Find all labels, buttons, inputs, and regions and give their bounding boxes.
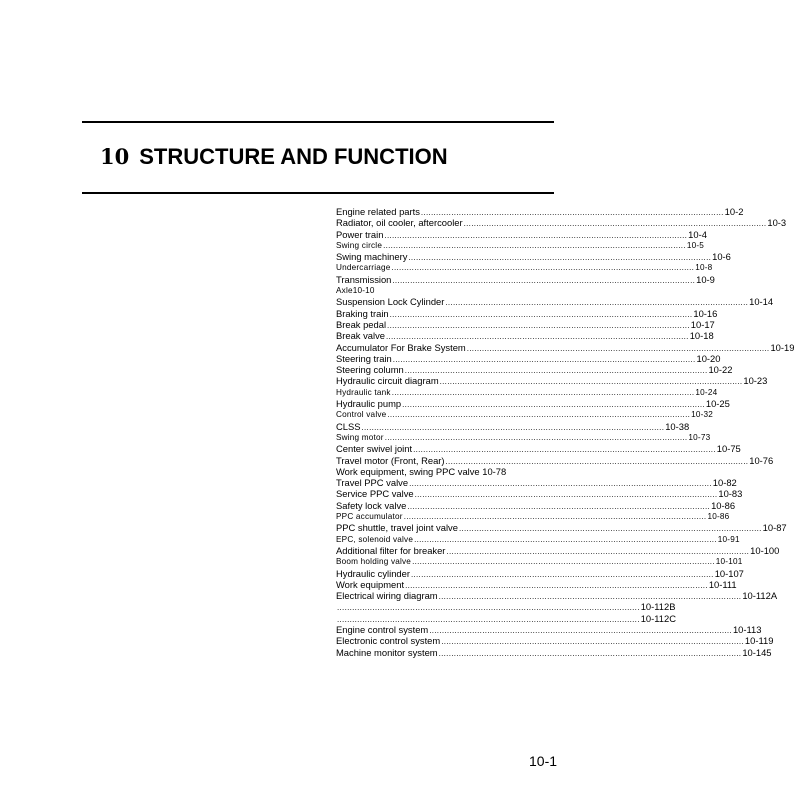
toc-entry xyxy=(336,646,772,658)
toc-entry-page: 10-83 xyxy=(718,488,743,500)
toc-dot-leader: ........................................................................................................................ xyxy=(445,456,749,466)
toc-dot-leader: ........................................................................................................................ xyxy=(438,592,742,602)
toc-entry-page: 10-18 xyxy=(689,330,714,342)
toc-entry-title: Suspension Lock Cylinder xyxy=(336,296,445,308)
toc-entry-title: Hydraulic circuit diagram xyxy=(336,375,439,387)
toc-dot-leader: ........................................................................................................................ xyxy=(441,637,744,647)
toc-entry-title: Radiator, oil cooler, aftercooler xyxy=(336,217,463,229)
toc-entry-page: 10-112A xyxy=(742,590,778,602)
toc-entry-page: 10-22 xyxy=(708,364,733,376)
toc-dot-leader: ........................................................................................................................ xyxy=(387,410,691,420)
toc-entry-page: 10-112B xyxy=(640,601,676,613)
toc-entry xyxy=(336,601,676,613)
toc-dot-leader: ........................................................................................................................ xyxy=(445,298,749,308)
toc-dot-leader: ........................................................................................................................ xyxy=(414,490,718,500)
toc-entry xyxy=(336,307,718,319)
toc-entry xyxy=(336,420,690,432)
toc-dot-leader: ........................................................................................................................ xyxy=(466,343,770,353)
toc-dot-leader: ........................................................................................................................ xyxy=(392,275,696,285)
toc-entry xyxy=(336,432,711,443)
toc-dot-leader: ........................................................................................................................ xyxy=(429,625,732,635)
toc-entry xyxy=(336,206,744,217)
toc-entry xyxy=(336,454,774,466)
toc-entry-page: 10-101 xyxy=(715,557,743,567)
toc-entry-page: 10-86 xyxy=(707,512,730,522)
toc-entry xyxy=(336,556,743,567)
toc-dot-leader: ........................................................................................................................ xyxy=(387,320,690,330)
toc-dot-leader: ........................................................................................................................ xyxy=(402,400,705,410)
toc-entry xyxy=(336,635,774,647)
toc-entry-title: Travel motor (Front, Rear) xyxy=(336,454,445,466)
toc-entry-page: 10-9 xyxy=(696,273,715,285)
toc-entry-page: 10-111 xyxy=(708,578,737,590)
toc-entry-page: 10-100 xyxy=(750,544,780,556)
toc-entry-title: Work equipment, swing PPC valve 10-78 xyxy=(336,465,507,477)
toc-entry-page: 10-107 xyxy=(714,567,744,579)
toc-dot-leader: ........................................................................................................................ xyxy=(438,648,742,658)
toc-dot-leader: ........................................................................................................................ xyxy=(412,557,715,567)
toc-entry-title: Break valve xyxy=(336,330,385,342)
toc-entry-page: 10-17 xyxy=(690,318,715,330)
toc-entry xyxy=(336,466,567,477)
toc-entry xyxy=(336,352,721,364)
toc-entry-page: 10-8 xyxy=(695,263,713,273)
toc-entry-page: 10-32 xyxy=(691,410,714,420)
toc-entry-title: Boom holding valve xyxy=(336,557,412,567)
toc-entry xyxy=(336,251,731,263)
toc-entry xyxy=(336,511,730,522)
toc-entry xyxy=(336,341,794,353)
top-rule xyxy=(82,121,554,123)
toc-entry-page: 10-145 xyxy=(742,646,772,658)
toc-entry-title: Hydraulic tank xyxy=(336,387,391,397)
toc-dot-leader: ........................................................................................................................ xyxy=(403,512,707,522)
toc-entry xyxy=(336,285,567,296)
toc-entry-title: Engine related parts xyxy=(336,206,420,217)
toc-entry-page: 10-82 xyxy=(712,477,737,489)
toc-entry-title: EPC, solenoid valve xyxy=(336,534,414,544)
toc-entry-page: 10-75 xyxy=(716,443,741,455)
toc-entry xyxy=(336,567,744,579)
toc-entry-page: 10-5 xyxy=(686,240,704,250)
toc-entry-page: 10-19 xyxy=(770,341,794,353)
toc-dot-leader: ........................................................................................................................ xyxy=(439,377,743,387)
toc-entry xyxy=(336,590,778,602)
toc-entry-page: 10-14 xyxy=(749,296,774,308)
toc-entry-title: Swing motor xyxy=(336,432,384,442)
toc-entry xyxy=(336,443,741,455)
toc-entry xyxy=(336,217,787,229)
chapter-title: STRUCTURE AND FUNCTION xyxy=(139,144,448,169)
toc-entry xyxy=(336,522,787,534)
toc-dot-leader: ........................................................................................................................ xyxy=(383,240,686,250)
toc-entry-title: Transmission xyxy=(336,273,392,285)
bottom-rule xyxy=(82,192,554,194)
toc-entry xyxy=(336,387,718,398)
toc-entry-title: Swing machinery xyxy=(336,251,408,263)
toc-entry-page: 10-25 xyxy=(705,398,730,410)
toc-dot-leader: ........................................................................................................................ xyxy=(446,546,750,556)
toc-dot-leader: ........................................................................................................................ xyxy=(413,445,716,455)
table-of-contents xyxy=(336,206,794,658)
toc-dot-leader: ........................................................................................................................ xyxy=(405,580,708,590)
toc-dot-leader: ........................................................................................................................ xyxy=(361,422,665,432)
toc-entry xyxy=(336,623,762,635)
toc-entry xyxy=(336,240,704,251)
toc-entry-title: Additional filter for breaker xyxy=(336,544,446,556)
toc-entry-page: 10-87 xyxy=(762,522,787,534)
toc-entry-page: 10-6 xyxy=(712,251,731,263)
toc-entry xyxy=(336,612,676,624)
page-number: 10-1 xyxy=(529,753,558,769)
toc-entry-page: 10-76 xyxy=(749,454,774,466)
toc-entry-title: Center swivel joint xyxy=(336,443,413,455)
toc-entry-page: 10-24 xyxy=(695,387,718,397)
toc-dot-leader: ........................................................................................................................ xyxy=(409,479,712,489)
toc-entry-page: 10-20 xyxy=(696,352,721,364)
toc-entry-page: 10-38 xyxy=(665,420,690,432)
toc-dot-leader: ........................................................................................................................ xyxy=(385,332,689,342)
toc-entry xyxy=(336,477,737,489)
toc-entry-title: Electrical wiring diagram xyxy=(336,590,438,602)
toc-entry-title: Axle10-10 xyxy=(336,286,375,296)
toc-entry-title: Swing circle xyxy=(336,240,383,250)
toc-entry xyxy=(336,499,736,511)
toc-entry xyxy=(336,534,740,545)
toc-entry-title: Machine monitor system xyxy=(336,646,438,658)
toc-dot-leader: ........................................................................................................................ xyxy=(337,614,640,624)
toc-dot-leader: ........................................................................................................................ xyxy=(337,603,640,613)
toc-entry xyxy=(336,409,714,420)
toc-entry-page: 10-23 xyxy=(743,375,768,387)
toc-entry-title: Electronic control system xyxy=(336,635,441,647)
toc-entry-page: 10-112C xyxy=(640,612,676,624)
toc-entry xyxy=(336,273,715,285)
toc-entry-title: CLSS xyxy=(336,420,361,432)
toc-dot-leader: ........................................................................................................................ xyxy=(384,432,688,442)
toc-entry-page: 10-73 xyxy=(688,432,711,442)
toc-dot-leader: ........................................................................................................................ xyxy=(404,366,708,376)
toc-dot-leader: ........................................................................................................................ xyxy=(408,253,712,263)
toc-entry-title: Accumulator For Brake System xyxy=(336,341,466,353)
toc-dot-leader: ........................................................................................................................ xyxy=(463,219,767,229)
toc-entry-title: Travel PPC valve xyxy=(336,477,409,489)
toc-entry-title: PPC shuttle, travel joint valve xyxy=(336,522,458,534)
toc-entry xyxy=(336,228,707,240)
toc-dot-leader: ........................................................................................................................ xyxy=(392,354,696,364)
toc-entry-title: Service PPC valve xyxy=(336,488,414,500)
toc-entry-title: Engine control system xyxy=(336,623,429,635)
toc-entry-title: Safety lock valve xyxy=(336,499,407,511)
chapter-heading xyxy=(100,142,448,172)
toc-entry-page: 10-86 xyxy=(711,499,736,511)
toc-dot-leader: ........................................................................................................................ xyxy=(389,309,693,319)
toc-entry xyxy=(336,398,730,410)
toc-entry xyxy=(336,578,737,590)
toc-entry-title: Work equipment xyxy=(336,578,405,590)
toc-dot-leader: ........................................................................................................................ xyxy=(458,524,762,534)
toc-entry-page: 10-91 xyxy=(717,534,740,544)
toc-entry xyxy=(336,330,714,342)
toc-entry-page: 10-2 xyxy=(724,206,744,217)
toc-entry-title: Control valve xyxy=(336,410,387,420)
chapter-number: 10 xyxy=(100,144,130,169)
toc-entry-page: 10-4 xyxy=(688,228,707,240)
toc-entry xyxy=(336,318,715,330)
toc-entry-title: Power train xyxy=(336,228,384,240)
toc-entry-page: 10-3 xyxy=(767,217,787,229)
toc-entry-page: 10-16 xyxy=(693,307,718,319)
toc-dot-leader: ........................................................................................................................ xyxy=(384,230,688,240)
toc-entry-page: 10-113 xyxy=(732,623,762,635)
toc-entry xyxy=(336,544,780,556)
toc-entry xyxy=(336,375,768,387)
toc-dot-leader: ........................................................................................................................ xyxy=(391,387,695,397)
toc-dot-leader: ........................................................................................................................ xyxy=(410,569,714,579)
toc-entry-title: Steering column xyxy=(336,364,404,376)
toc-entry-title: Hydraulic pump xyxy=(336,398,402,410)
toc-entry-title: Undercarriage xyxy=(336,263,391,273)
toc-entry-title: Braking train xyxy=(336,307,389,319)
toc-dot-leader: ........................................................................................................................ xyxy=(391,263,695,273)
toc-entry-page: 10-119 xyxy=(744,635,774,647)
toc-dot-leader: ........................................................................................................................ xyxy=(420,208,724,217)
toc-entry xyxy=(336,488,743,500)
toc-entry xyxy=(336,262,713,273)
toc-entry-title: Hydraulic cylinder xyxy=(336,567,410,579)
toc-entry-title: Steering train xyxy=(336,352,392,364)
toc-entry-title: PPC accumulator xyxy=(336,512,403,522)
toc-entry xyxy=(336,296,774,308)
toc-entry xyxy=(336,364,733,376)
toc-entry-title: Break pedal xyxy=(336,318,387,330)
toc-dot-leader: ........................................................................................................................ xyxy=(414,534,717,544)
toc-dot-leader: ........................................................................................................................ xyxy=(407,501,711,511)
